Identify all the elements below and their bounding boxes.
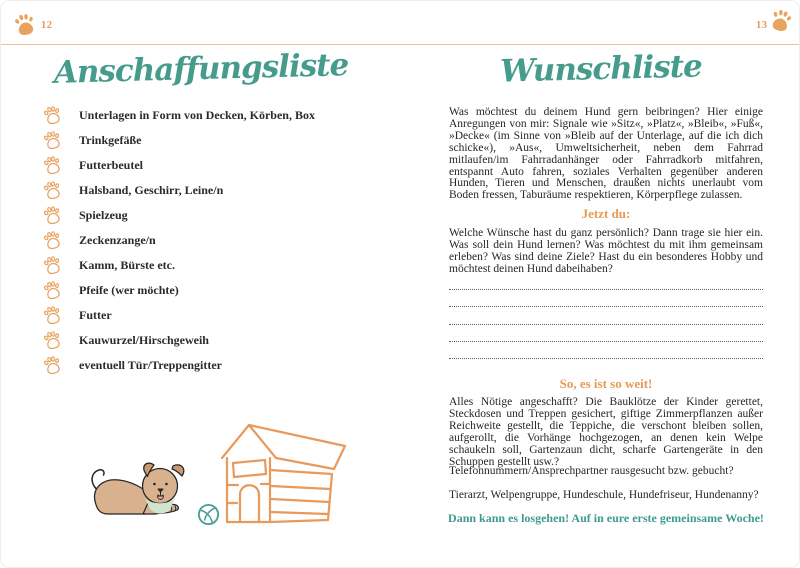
checklist-item [1,178,401,203]
checklist-item-label: Zeckenzange/n [79,233,156,247]
checklist-item [1,128,401,153]
paw-outline-icon [41,154,64,177]
checklist [1,103,401,378]
checklist-item [1,203,401,228]
paw-outline-icon [41,229,64,252]
paw-outline-icon [41,179,64,202]
paw-outline-icon [41,329,64,352]
question-contacts: Tierarzt, Welpengruppe, Hundeschule, Hundefriseur, Hundenanny? [449,489,759,501]
writing-line [449,324,763,325]
heading-ready: So, es ist so weit! [559,376,653,391]
paw-outline-icon [41,129,64,152]
checklist-item-label: eventuell Tür/Treppengitter [79,358,222,372]
page-left [1,1,401,568]
checklist-item [1,278,401,303]
page-title-left: Anschaffungsliste [53,47,349,91]
writing-line [449,289,763,290]
checklist-item-label: Unterlagen in Form von Decken, Körben, Box [79,108,315,122]
question-phone: Telefonnummern/Ansprechpartner rausgesucht bzw. gebucht? [449,465,734,477]
checklist-item [1,103,401,128]
page-number-right: 13 [756,20,768,31]
checklist-item [1,253,401,278]
paw-outline-icon [41,104,64,127]
dog-illustration [84,449,198,527]
writing-line [449,341,763,342]
doghouse-illustration [218,419,350,528]
checklist-item [1,228,401,253]
closing-line: Dann kann es losgehen! Auf in eure erste gemeinsame Woche! [448,511,764,525]
paw-outline-icon [41,254,64,277]
page-number-left: 12 [41,20,53,31]
checklist-item [1,153,401,178]
checklist-item-label: Futterbeutel [79,158,143,172]
checklist-item-label: Futter [79,308,112,322]
checklist-item-label: Pfeife (wer möchte) [79,283,179,297]
checklist-item-label: Kauwurzel/Hirschgeweih [79,333,209,347]
page-title-right: Wunschliste [499,48,703,90]
prompt-paragraph: Welche Wünsche hast du ganz persönlich? Dann trage sie hier ein. Was soll dein Hund lernen? Was möchtest du mit ihm gemeinsam erleben? Was sind deine Ziele? Hast du ein besonderes Hobby und möchtest deinen Hund dabeihaben? [449,227,763,275]
checklist-item-label: Kamm, Bürste etc. [79,258,175,272]
checklist-item [1,353,401,378]
page-right [401,1,800,568]
checklist-item-label: Halsband, Geschirr, Leine/n [79,183,224,197]
checklist-paragraph: Alles Nötige angeschafft? Die Bauklötze der Kinder gerettet, Steckdosen und Treppen gesichert, giftige Zimmerpflanzen außer Reichweite gestellt, die Teppiche, die verschont bleiben sollen, aufgerollt, die Vorhänge hochgezogen, an denen kein Welpe schaukeln soll, Gartenzaun dicht, scharfe Gartengeräte in den Schuppen gestellt usw.? [449,396,763,468]
checklist-item [1,303,401,328]
paw-outline-icon [41,279,64,302]
intro-paragraph: Was möchtest du deinem Hund gern beibringen? Hier einige Anregungen von mir: Signale wie »Sitz«, »Platz«, »Bleib«, »Fuß«, »Decke« (im Sinne von »Bleib auf der Unterlage, auf die ich dich schicke«), »Aus«, Umweltsicherheit, neben dem Fahrrad mitlaufen/im Fahrradanhänger oder Fahrradkorb mitfahren, entspannt Auto fahren, soziales Verhalten gegenüber anderen Hunden, Tieren und Menschen, draußen nichts unerlaubt vom Boden fressen, Taburäume respektieren, Körperpflege zulassen. [449,106,763,202]
paw-outline-icon [41,354,64,377]
ball-illustration [197,503,220,526]
heading-now-you: Jetzt du: [581,206,631,221]
writing-line [449,306,763,307]
writing-line [449,358,763,359]
paw-outline-icon [41,304,64,327]
checklist-item-label: Spielzeug [79,208,128,222]
checklist-item-label: Trinkgefäße [79,133,142,147]
checklist-item [1,328,401,353]
paw-outline-icon [41,204,64,227]
